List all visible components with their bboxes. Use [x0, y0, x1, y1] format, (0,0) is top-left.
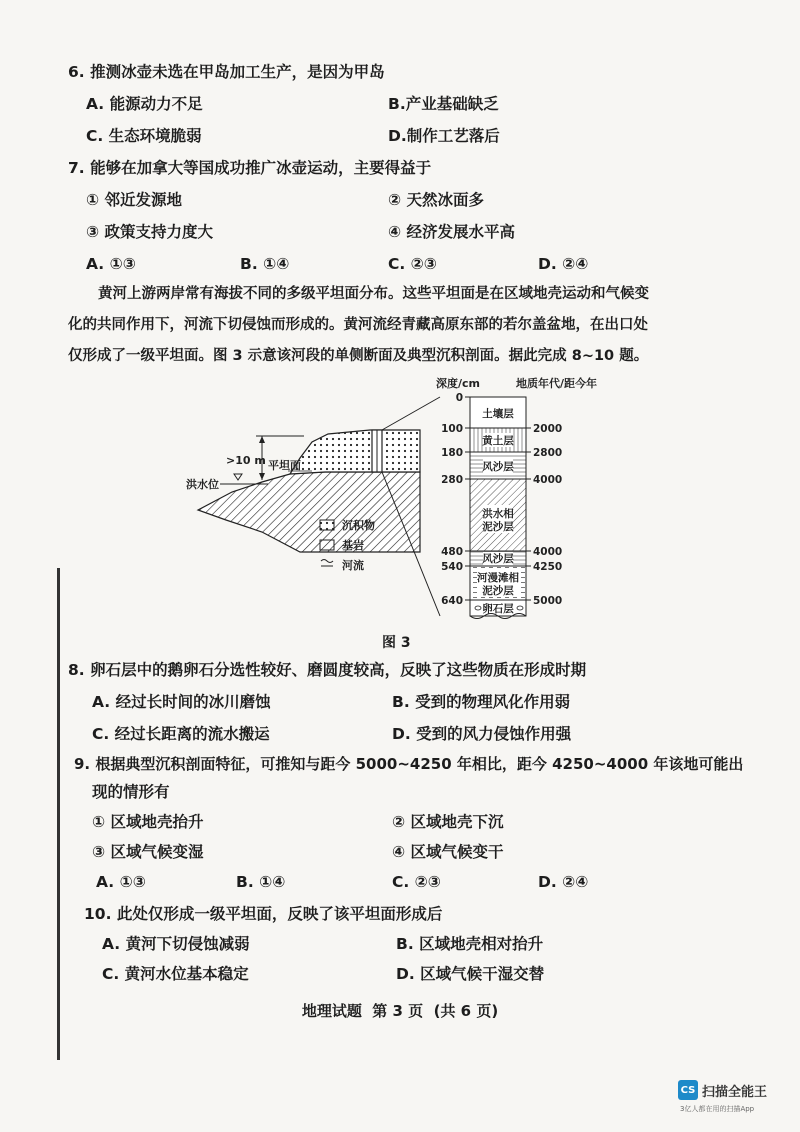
q9-option-b[interactable]: B. ①④ — [236, 873, 286, 891]
age-5000: 5000 — [533, 595, 563, 607]
q7-item-4: ④ 经济发展水平高 — [388, 223, 516, 241]
age-4250: 4250 — [533, 561, 563, 573]
depth-480: 480 — [441, 546, 463, 558]
q10-option-b[interactable]: B. 区域地壳相对抬升 — [396, 935, 544, 953]
q6-option-b[interactable]: B.产业基础缺乏 — [388, 95, 499, 113]
height-arrow-down-icon — [259, 473, 265, 480]
layer-aeolian-lower-label: 风沙层 — [482, 553, 514, 565]
legend-river-label: 河流 — [342, 559, 364, 572]
q7-option-c[interactable]: C. ②③ — [388, 255, 437, 273]
q9-option-a[interactable]: A. ①③ — [96, 873, 146, 891]
scanner-tagline: 3亿人都在用的扫描App — [680, 1105, 755, 1113]
legend-bedrock-swatch — [320, 540, 334, 550]
layer-loess-label: 黄土层 — [482, 435, 514, 447]
camscanner-logo-icon: CS — [678, 1080, 698, 1100]
layer-soil-label: 土壤层 — [482, 408, 514, 420]
depth-header: 深度/cm — [436, 377, 480, 390]
scanner-app-name: 扫描全能王 — [702, 1084, 768, 1100]
q9-item-4: ④ 区域气候变干 — [392, 843, 504, 861]
q7-item-2: ② 天然冰面多 — [388, 191, 485, 209]
q6-option-c[interactable]: C. 生态环境脆弱 — [86, 127, 202, 145]
figure-3-diagram — [0, 370, 800, 632]
passage-line-2: 化的共同作用下，河流下切侵蚀而形成的。黄河流经青藏高原东部的若尔盖盆地，在出口处 — [68, 317, 648, 333]
q10-option-c[interactable]: C. 黄河水位基本稳定 — [102, 965, 249, 983]
q8-option-a[interactable]: A. 经过长时间的冰川磨蚀 — [92, 693, 271, 711]
sediment-terrace — [290, 430, 420, 474]
depth-100: 100 — [441, 423, 463, 435]
height-label: >10 m — [226, 454, 266, 467]
age-2000: 2000 — [533, 423, 563, 435]
layer-pebble-label: 卵石层 — [482, 603, 514, 615]
q7-item-3: ③ 政策支持力度大 — [86, 223, 214, 241]
layer-aeolian-upper-label: 风沙层 — [482, 461, 514, 473]
q8-option-b[interactable]: B. 受到的物理风化作用弱 — [392, 693, 571, 711]
q8-option-d[interactable]: D. 受到的风力侵蚀作用强 — [392, 725, 572, 743]
q8-stem: 8. 卵石层中的鹅卵石分选性较好、磨圆度较高，反映了这些物质在形成时期 — [68, 661, 587, 679]
layer-floodplain-label-line2: 泥沙层 — [482, 585, 514, 597]
flood-level-label: 洪水位 — [186, 478, 219, 491]
river-icon — [321, 560, 333, 567]
depth-280: 280 — [441, 474, 463, 486]
depth-180: 180 — [441, 447, 463, 459]
depth-540: 540 — [441, 561, 463, 573]
layer-flood-label-line2: 泥沙层 — [482, 521, 514, 533]
passage-line-3: 仅形成了一级平坦面。图 3 示意该河段的单侧断面及典型沉积剖面。据此完成 8~10 题。 — [68, 348, 649, 364]
layer-flood-label-line1: 洪水相 — [482, 508, 514, 520]
height-arrow-up-icon — [259, 436, 265, 443]
q10-option-d[interactable]: D. 区域气候干湿交替 — [396, 965, 545, 983]
age-4000-lower: 4000 — [533, 546, 563, 558]
q6-stem: 6. 推测冰壶未选在甲岛加工生产，是因为甲岛 — [68, 63, 385, 81]
q6-option-a[interactable]: A. 能源动力不足 — [86, 95, 203, 113]
depth-640: 640 — [441, 595, 463, 607]
age-4000-upper: 4000 — [533, 474, 563, 486]
q9-item-3: ③ 区域气候变湿 — [92, 843, 204, 861]
layer-floodplain-label-line1: 河漫滩相 — [477, 572, 519, 584]
passage-line-1: 黄河上游两岸常有海拔不同的多级平坦面分布。这些平坦面是在区域地壳运动和气候变 — [98, 286, 649, 302]
binding-margin-line — [57, 568, 60, 1060]
q9-option-c[interactable]: C. ②③ — [392, 873, 441, 891]
water-level-icon — [234, 474, 242, 480]
terrace-label: 平坦面 — [268, 459, 301, 472]
q9-option-d[interactable]: D. ②④ — [538, 873, 589, 891]
q10-option-a[interactable]: A. 黄河下切侵蚀减弱 — [102, 935, 250, 953]
q8-option-c[interactable]: C. 经过长距离的流水搬运 — [92, 725, 270, 743]
connector-top — [382, 397, 440, 430]
depth-0: 0 — [455, 392, 463, 404]
q7-option-a[interactable]: A. ①③ — [86, 255, 136, 273]
q7-item-1: ① 邻近发源地 — [86, 191, 183, 209]
q7-option-d[interactable]: D. ②④ — [538, 255, 589, 273]
q7-option-b[interactable]: B. ①④ — [240, 255, 290, 273]
age-header: 地质年代/距今年 — [516, 377, 598, 390]
figure-caption: 图 3 — [382, 635, 411, 651]
q9-item-2: ② 区域地壳下沉 — [392, 813, 504, 831]
q9-item-1: ① 区域地壳抬升 — [92, 813, 204, 831]
legend-bedrock-label: 基岩 — [342, 539, 364, 552]
page-footer: 地理试题 第 3 页 (共 6 页) — [301, 1002, 499, 1020]
q9-stem-line-2: 现的情形有 — [92, 783, 170, 801]
legend-sediment-label: 沉积物 — [342, 519, 375, 532]
q7-stem: 7. 能够在加拿大等国成功推广冰壶运动，主要得益于 — [68, 159, 432, 177]
q6-option-d[interactable]: D.制作工艺落后 — [388, 127, 500, 145]
legend-sediment-swatch — [320, 520, 334, 530]
q10-stem: 10. 此处仅形成一级平坦面，反映了该平坦面形成后 — [84, 905, 443, 923]
q9-stem-line-1: 9. 根据典型沉积剖面特征，可推知与距今 5000~4250 年相比，距今 4250~4000 年该地可能出 — [74, 755, 744, 773]
age-2800: 2800 — [533, 447, 563, 459]
passage — [68, 284, 732, 366]
scanner-watermark — [678, 1080, 767, 1100]
